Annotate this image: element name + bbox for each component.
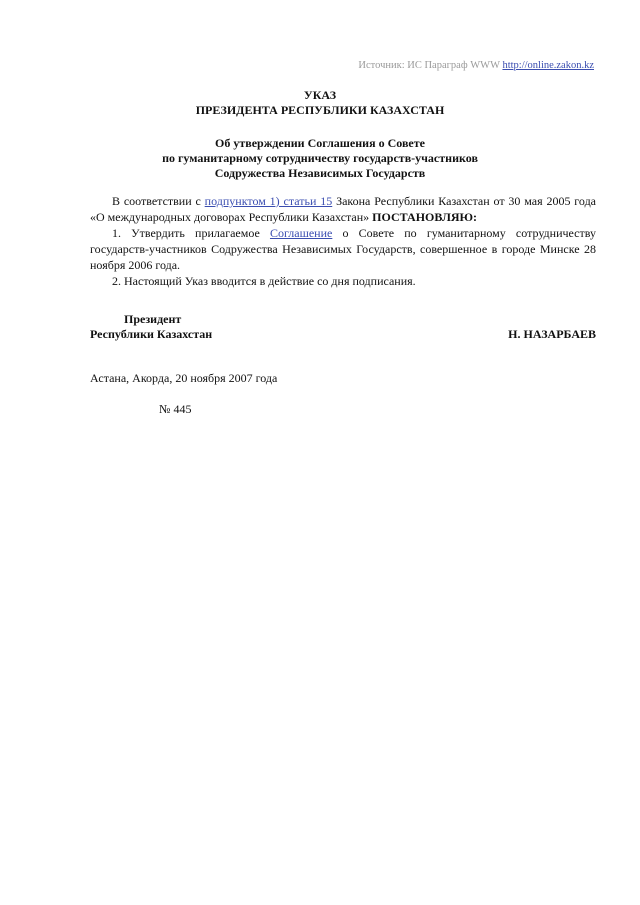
source-label: Источник: ИС Параграф WWW: [358, 60, 503, 71]
place-date: Астана, Акорда, 20 ноября 2007 года: [90, 371, 278, 385]
text: Закона Республики Казахстан от 30 мая 2005 года «О международных договорах Республики Казахстан»: [90, 194, 597, 224]
text: о Совете по гуманитарному сотрудничеству государств-участников Содружества Независимых Государств, совершенное в городе Минске 28 ноября 2006 года.: [90, 226, 596, 272]
title-line-1: УКАЗ: [303, 88, 337, 102]
paragraph-item-2: 2. Настоящий Указ вводится в действие со дня подписания.: [112, 274, 416, 288]
text: 1. Утвердить прилагаемое: [112, 226, 270, 240]
subject-line-2: по гуманитарному сотрудничеству государств-участников: [162, 151, 478, 165]
paragraph-preamble: [90, 193, 596, 225]
document-body: [90, 193, 596, 289]
signature-title-1: Президент: [124, 312, 182, 326]
document-title: [0, 88, 640, 118]
paragraph-item-1: [90, 225, 596, 273]
subject-line-1: Об утверждении Соглашения о Совете: [215, 136, 425, 150]
decree-number: № 445: [159, 402, 192, 416]
document-subject: [0, 136, 640, 181]
source-line: [358, 60, 594, 71]
subject-line-3: Содружества Независимых Государств: [214, 166, 426, 180]
source-link[interactable]: http://online.zakon.kz: [502, 60, 594, 71]
agreement-link[interactable]: Соглашение: [269, 226, 333, 240]
signature-name: Н. НАЗАРБАЕВ: [508, 327, 596, 341]
law-article-link[interactable]: подпунктом 1) статьи 15: [204, 194, 333, 208]
signature-title-2: Республики Казахстан: [90, 327, 213, 341]
title-line-2: ПРЕЗИДЕНТА РЕСПУБЛИКИ КАЗАХСТАН: [195, 103, 445, 117]
decree-keyword: ПОСТАНОВЛЯЮ:: [372, 210, 478, 224]
text: В соответствии с: [112, 194, 205, 208]
